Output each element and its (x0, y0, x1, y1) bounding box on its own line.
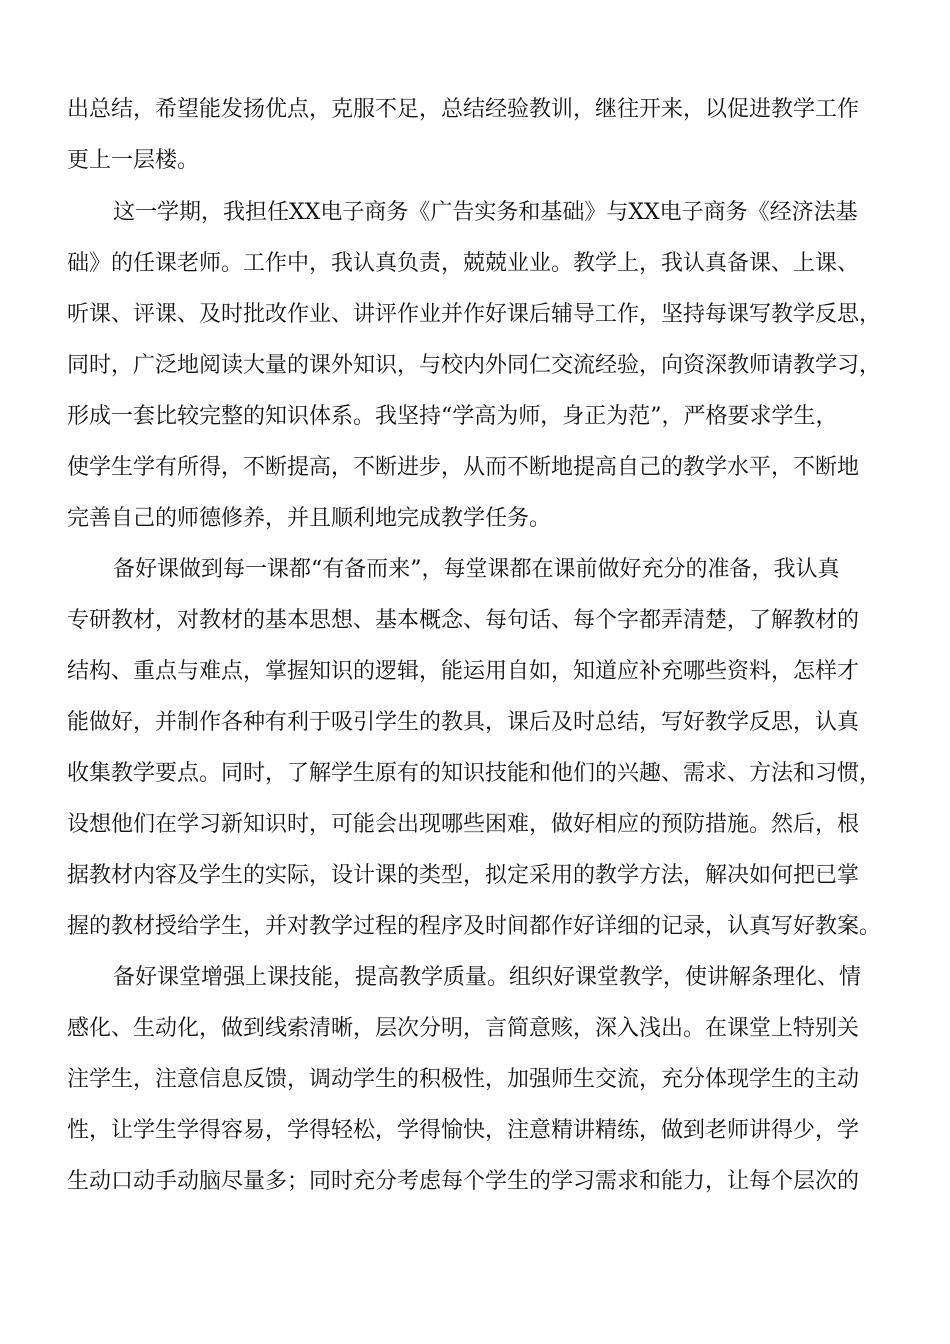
text-line: 据教材内容及学生的实际，设计课的类型，拟定采用的教学方法，解决如何把已掌 (67, 863, 860, 888)
text-line: 础》的任课老师。工作中，我认真负责，兢兢业业。教学上，我认真备课、上课、 (67, 251, 860, 276)
paragraph-start-line: 备好课做到每一课都“有备而来”，每堂课都在课前做好充分的准备，我认真 (113, 557, 840, 582)
text-line: 同时，广泛地阅读大量的课外知识，与校内外同仁交流经验，向资深教师请教学习， (67, 353, 882, 378)
text-line: 出总结，希望能发扬优点，克服不足，总结经验教训，继往开来，以促进教学工作 (67, 97, 860, 122)
text-line: 性，让学生学得容易，学得轻松，学得愉快，注意精讲精练，做到老师讲得少，学 (67, 1118, 860, 1143)
text-line: 生动口动手动脑尽量多；同时充分考虑每个学生的学习需求和能力，让每个层次的 (67, 1169, 860, 1194)
text-line: 收集教学要点。同时，了解学生原有的知识技能和他们的兴趣、需求、方法和习惯， (67, 761, 882, 786)
text-line: 握的教材授给学生，并对教学过程的程序及时间都作好详细的记录，认真写好教案。 (67, 914, 882, 939)
paragraph-start-line: 备好课堂增强上课技能，提高教学质量。组织好课堂教学，使讲解条理化、情 (113, 965, 862, 990)
text-line: 更上一层楼。 (67, 148, 200, 173)
text-line: 专研教材，对教材的基本思想、基本概念、每句话、每个字都弄清楚，了解教材的 (67, 608, 860, 633)
text-line: 结构、重点与难点，掌握知识的逻辑，能运用自如，知道应补充哪些资料，怎样才 (67, 659, 860, 684)
text-line: 听课、评课、及时批改作业、讲评作业并作好课后辅导工作，坚持每课写教学反思， (67, 302, 882, 327)
text-line: 能做好，并制作各种有利于吸引学生的教具，课后及时总结，写好教学反思，认真 (67, 710, 860, 735)
text-line: 注学生，注意信息反馈，调动学生的积极性，加强师生交流，充分体现学生的主动 (67, 1067, 860, 1092)
paragraph-start-line: 这一学期，我担任XX电子商务《广告实务和基础》与XX电子商务《经济法基 (113, 200, 858, 225)
text-line: 设想他们在学习新知识时，可能会出现哪些困难，做好相应的预防措施。然后，根 (67, 812, 860, 837)
text-line: 形成一套比较完整的知识体系。我坚持“学高为师，身正为范”，严格要求学生， (67, 404, 838, 429)
text-line: 使学生学有所得，不断提高，不断进步，从而不断地提高自己的教学水平，不断地 (67, 455, 860, 480)
text-line: 完善自己的师德修养，并且顺利地完成教学任务。 (67, 506, 552, 531)
text-line: 感化、生动化，做到线索清晰，层次分明，言简意赅，深入浅出。在课堂上特别关 (67, 1016, 860, 1041)
